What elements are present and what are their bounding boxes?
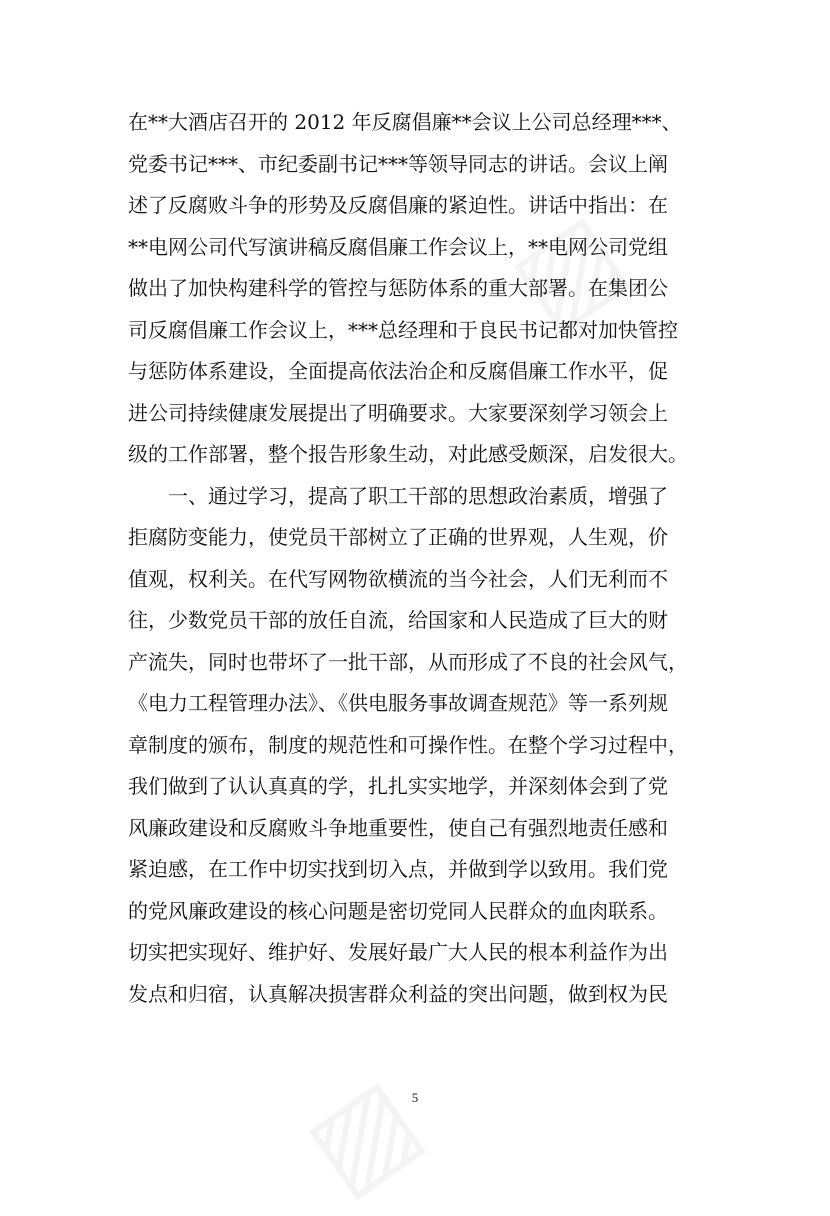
text-line: 进公司持续健康发展提出了明确要求。大家要深刻学习领会上: [128, 400, 668, 425]
text-line: 一、通过学习，提高了职工干部的思想政治素质，增强了: [128, 483, 668, 508]
text-line: 级的工作部署，整个报告形象生动，对此感受颇深，启发很大。: [128, 442, 688, 466]
text-line: 与惩防体系建设，全面提高依法治企和反腐倡廉工作水平，促: [128, 359, 668, 383]
text-line: 切实把实现好、维护好、发展好最广大人民的根本利益作为出: [128, 940, 668, 964]
text-line: 《电力工程管理办法》、《供电服务事故调查规范》等一系列规: [128, 691, 668, 715]
text-line: 在**大酒店召开的 2012 年反腐倡廉**会议上公司总经理***、: [128, 110, 682, 134]
text-line: 党委书记***、市纪委副书记***等领导同志的讲话。会议上阐: [128, 151, 668, 176]
watermark: [283, 1052, 442, 1216]
text-line: 值观，权利关。在代写网物欲横流的当今社会，人们无利而不: [128, 566, 668, 591]
text-line: **电网公司代写演讲稿反腐倡廉工作会议上，**电网公司党组: [128, 234, 668, 259]
text-line: 述了反腐败斗争的形势及反腐倡廉的紧迫性。讲话中指出：在: [128, 193, 668, 217]
document-body: [128, 102, 708, 1015]
text-line: 司反腐倡廉工作会议上，***总经理和于良民书记都对加快管控: [128, 317, 678, 342]
text-line: 发点和归宿，认真解决损害群众利益的突出问题，做到权为民: [128, 981, 668, 1006]
text-line: 的党风廉政建设的核心问题是密切党同人民群众的血肉联系。: [128, 898, 668, 923]
text-line: 我们做到了认认真真的学，扎扎实实地学，并深刻体会到了党: [128, 774, 668, 798]
text-line: 章制度的颁布，制度的规范性和可操作性。在整个学习过程中，: [128, 732, 688, 757]
text-line: 往，少数党员干部的放任自流，给国家和人民造成了巨大的财: [128, 608, 668, 632]
text-line: 紧迫感，在工作中切实找到切入点，并做到学以致用。我们党: [128, 857, 668, 881]
text-line: 做出了加快构建科学的管控与惩防体系的重大部署。在集团公: [128, 276, 668, 300]
text-line: 风廉政建设和反腐败斗争地重要性，使自己有强烈地责任感和: [128, 815, 668, 840]
page-number: 5: [411, 1090, 419, 1105]
text-line: 拒腐防变能力，使党员干部树立了正确的世界观，人生观，价: [128, 525, 668, 549]
text-line: 产流失，同时也带坏了一批干部，从而形成了不良的社会风气，: [128, 649, 688, 674]
